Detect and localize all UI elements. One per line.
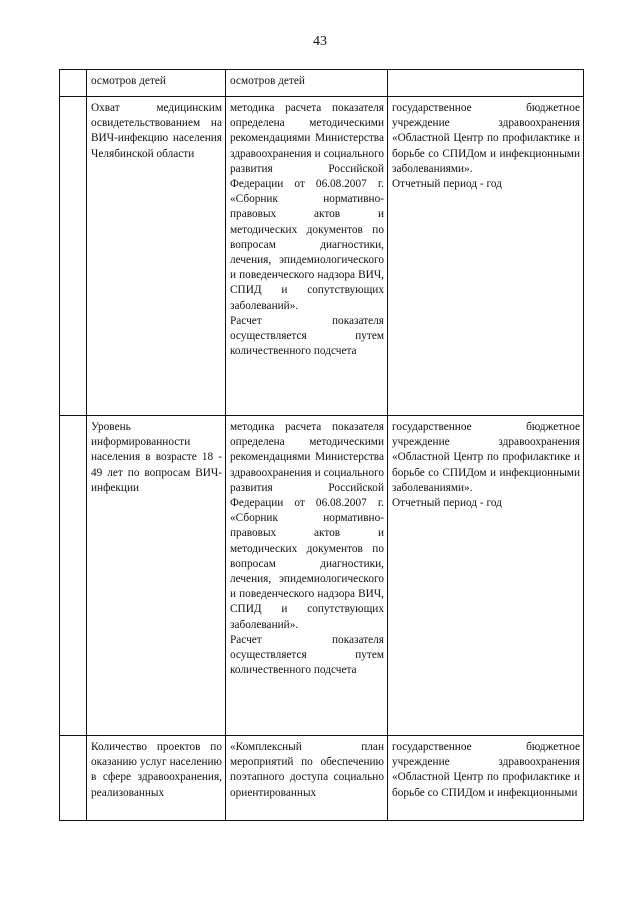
row-number-cell [60, 70, 87, 97]
indicators-table [59, 69, 584, 821]
table-row [60, 416, 584, 736]
row-number-cell [60, 97, 87, 416]
source-cell: государственное бюджетное учреждение здравоохранения «Областной Центр по профилактике и борьбе со СПИДом и инфекционными заболеваниями». Отчетный период - год [388, 416, 584, 736]
indicator-cell: осмотров детей [87, 70, 226, 97]
indicator-cell: Количество проектов по оказанию услуг населению в сфере здравоохранения, реализованных [87, 736, 226, 821]
method-cell: методика расчета показателя определена методическими рекомендациями Министерства здравоохранения и социального развития Российской Федерации от 06.08.2007 г. «Сборник нормативно-правовых актов и методических документов по вопросам диагностики, лечения, эпидемиологического и поведенческого надзора ВИЧ, СПИД и сопутствующих заболеваний». Расчет показателя осуществляется путем количественного подсчета [226, 97, 388, 416]
method-cell: методика расчета показателя определена методическими рекомендациями Министерства здравоохранения и социального развития Российской Федерации от 06.08.2007 г. «Сборник нормативно-правовых актов и методических документов по вопросам диагностики, лечения, эпидемиологического и поведенческого надзора ВИЧ, СПИД и сопутствующих заболеваний». Расчет показателя осуществляется путем количественного подсчета [226, 416, 388, 736]
row-number-cell [60, 736, 87, 821]
source-cell: государственное бюджетное учреждение здравоохранения «Областной Центр по профилактике и борьбе со СПИДом и инфекционными [388, 736, 584, 821]
table-row [60, 70, 584, 97]
row-number-cell [60, 416, 87, 736]
indicator-cell: Уровень информированности населения в возрасте 18 - 49 лет по вопросам ВИЧ-инфекции [87, 416, 226, 736]
table-row [60, 97, 584, 416]
method-cell: осмотров детей [226, 70, 388, 97]
page-number: 43 [313, 34, 327, 49]
source-cell: государственное бюджетное учреждение здравоохранения «Областной Центр по профилактике и борьбе со СПИДом и инфекционными заболеваниями». Отчетный период - год [388, 97, 584, 416]
indicator-cell: Охват медицинским освидетельствованием на ВИЧ-инфекцию населения Челябинской области [87, 97, 226, 416]
table-row [60, 736, 584, 821]
method-cell: «Комплексный план мероприятий по обеспечению поэтапного доступа социально ориентированных [226, 736, 388, 821]
source-cell [388, 70, 584, 97]
